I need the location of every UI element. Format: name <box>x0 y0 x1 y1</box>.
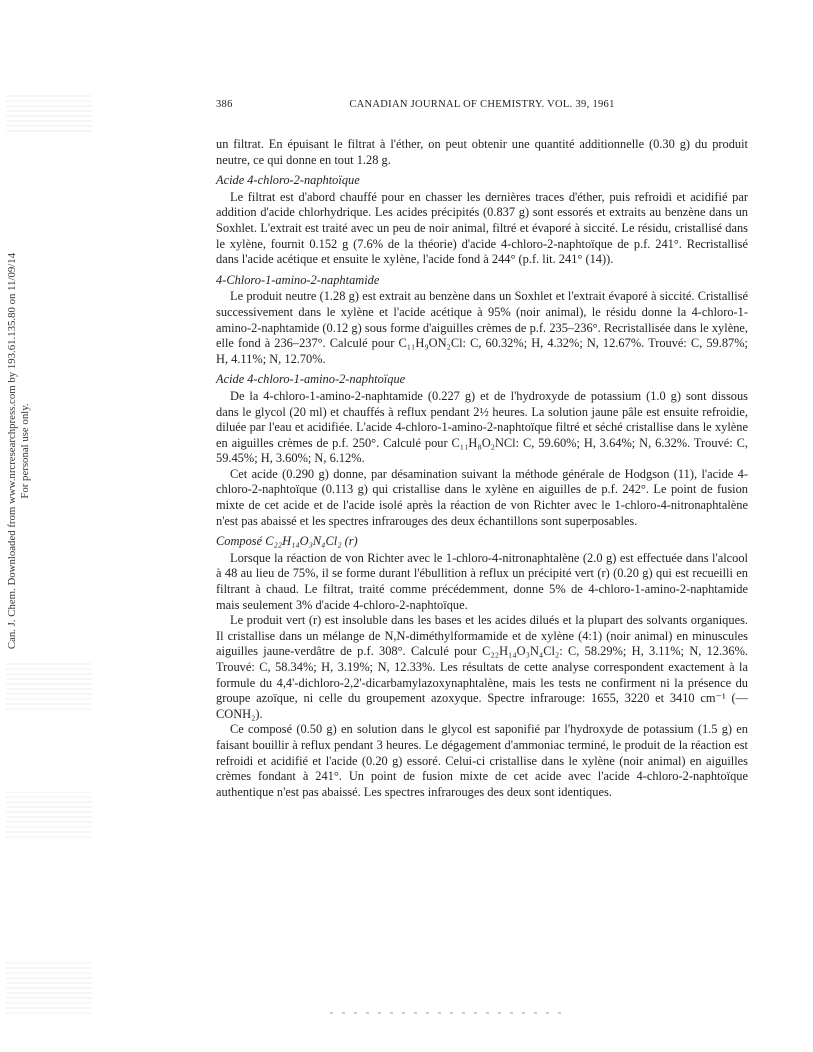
scan-artifact-lower <box>6 792 92 838</box>
article-body <box>216 137 748 800</box>
scan-artifact-footer <box>330 1012 570 1014</box>
section-heading: Composé C₂₂H₁₄O₃N₄Cl₂ (r) <box>216 534 358 549</box>
paragraph: Le produit neutre (1.28 g) est extrait au benzène dans un Soxhlet et l'extrait évaporé à siccité. Cristallisé successivement dans le xylène et l'acide acétique à 95% (noir animal), le résidu donne la 4-chloro-1-amino-2-naphtamide (0.12 g) sous forme d'aiguilles crèmes de p.f. 235–236°. Recristallisée dans le xylène, elle fond à 236–237°. Calculé pour C₁₁H₉ON₂Cl: C, 60.32%; H, 4.32%; N, 12.67%. Trouvé: C, 59.87%; H, 4.11%; N, 12.70%. <box>216 289 748 366</box>
paragraph: Le filtrat est d'abord chauffé pour en chasser les dernières traces d'éther, puis refroidi et acidifié par addition d'acide chlorhydrique. Les acides précipités (0.837 g) sont essorés et extraits au benzène dans un Soxhlet. L'extrait est traité avec un peu de noir animal, filtré et évaporé à siccité. Le résidu, cristallisé dans le xylène, fournit 0.152 g (7.6% de la théorie) d'acide 4-chloro-2-naphtoïque de p.f. 241°. Recristallisé dans l'acide acétique et ensuite le xylène, l'acide fond à 244° (p.f. lit. 241° (14)). <box>216 189 748 267</box>
journal-page <box>216 99 748 800</box>
paragraph: Cet acide (0.290 g) donne, par désamination suivant la méthode générale de Hodgson (11), l'acide 4-chloro-2-naphtoïque (0.113 g) qui cristallise dans le xylène en aiguilles de p.f. 242°. Le point de fusion mixte de cet acide et de l'acide isolé après la réaction de von Richter avec le 1-chloro-4-nitronaphtalène n'est pas abaissé et les spectres infrarouges des deux échantillons sont superposables. <box>216 466 748 528</box>
paragraph: Lorsque la réaction de von Richter avec le 1-chloro-4-nitronaphtalène (2.0 g) est effectuée dans l'alcool à 48 au lieu de 75%, il se forme durant l'ébullition à reflux un précipité vert (r) (0.20 g) qui est recueilli en filtrant à chaud. Le filtrat, traité comme précédemment, donne 5% de 4-chloro-1-amino-2-naphtamide mais seulement 3% d'acide 4-chloro-2-naphtoïque. <box>216 550 748 612</box>
paragraph: Le produit vert (r) est insoluble dans les bases et les acides dilués et la plupart des solvants organiques. Il cristallise dans un mélange de N,N-diméthylformamide et de xylène (4:1) (noir animal) en minuscules aiguilles jaune-verdâtre de p.f. 308°. Calculé pour C₂₂H₁₄O₃N₄Cl₂: C, 58.29%; H, 3.11%; N, 12.36%. Trouvé: C, 58.34%; H, 3.19%; N, 12.33%. Les résultats de cette analyse correspondent exactement à la formule du 4,4'-dichloro-2,2'-dicarbamylazoxynaphtalène, mais les tests ne confirment ni la présence du groupe azoïque, ni celle du groupement azoxyque. Spectre infrarouge: 1655, 3220 et 3410 cm⁻¹ (—CONH₂). <box>216 613 748 721</box>
running-head <box>216 99 748 115</box>
scan-artifact-bottom <box>6 962 92 1014</box>
section-heading: Acide 4-chloro-2-naphtoïque <box>216 173 360 188</box>
scan-artifact-middle <box>6 662 92 710</box>
scan-artifact-top <box>6 92 92 132</box>
paragraph: Ce composé (0.50 g) en solution dans le glycol est saponifié par l'hydroxyde de potassium (1.5 g) en faisant bouillir à reflux pendant 3 heures. Le dégagement d'ammoniac terminé, le produit de la réaction est refroidi et acidifié et l'acide (0.20 g) essoré. Celui-ci cristallise dans le xylène (noir animal) en aiguilles crèmes fondant à 241°. Un point de fusion mixte de cet acide avec l'acide 4-chloro-2-naphtoïque authentique n'est pas abaissé. Les spectres infrarouges des deux sont identiques. <box>216 722 748 799</box>
watermark-line-2: For personal use only. <box>19 403 31 499</box>
page-number: 386 <box>216 99 233 110</box>
watermark-line-1: Can. J. Chem. Downloaded from www.nrcresearchpress.com by 193.61.135.80 on 11/09/14 <box>6 252 18 650</box>
section-heading: Acide 4-chloro-1-amino-2-naphtoïque <box>216 372 406 387</box>
paragraph: De la 4-chloro-1-amino-2-naphtamide (0.227 g) et de l'hydroxyde de potassium (1.0 g) sont dissous dans le glycol (20 ml) et chauffés à reflux pendant 2½ heures. La solution jaune pâle est ensuite refroidie, diluée par l'eau et acidifiée. L'acide 4-chloro-1-amino-2-naphtoïque filtré et séché cristallise dans le xylène en aiguilles crèmes de p.f. 250°. Calculé pour C₁₁H₈O₂NCl: C, 59.60%; H, 3.64%; N, 6.32%. Trouvé: C, 59.45%; H, 3.60%; N, 6.12%. <box>216 388 748 466</box>
download-watermark <box>2 236 42 666</box>
paragraph: un filtrat. En épuisant le filtrat à l'éther, on peut obtenir une quantité additionnelle (0.30 g) du produit neutre, ce qui donne en tout 1.28 g. <box>216 137 748 167</box>
journal-title: CANADIAN JOURNAL OF CHEMISTRY. VOL. 39, 1961 <box>349 99 615 110</box>
section-heading: 4-Chloro-1-amino-2-naphtamide <box>216 272 380 287</box>
